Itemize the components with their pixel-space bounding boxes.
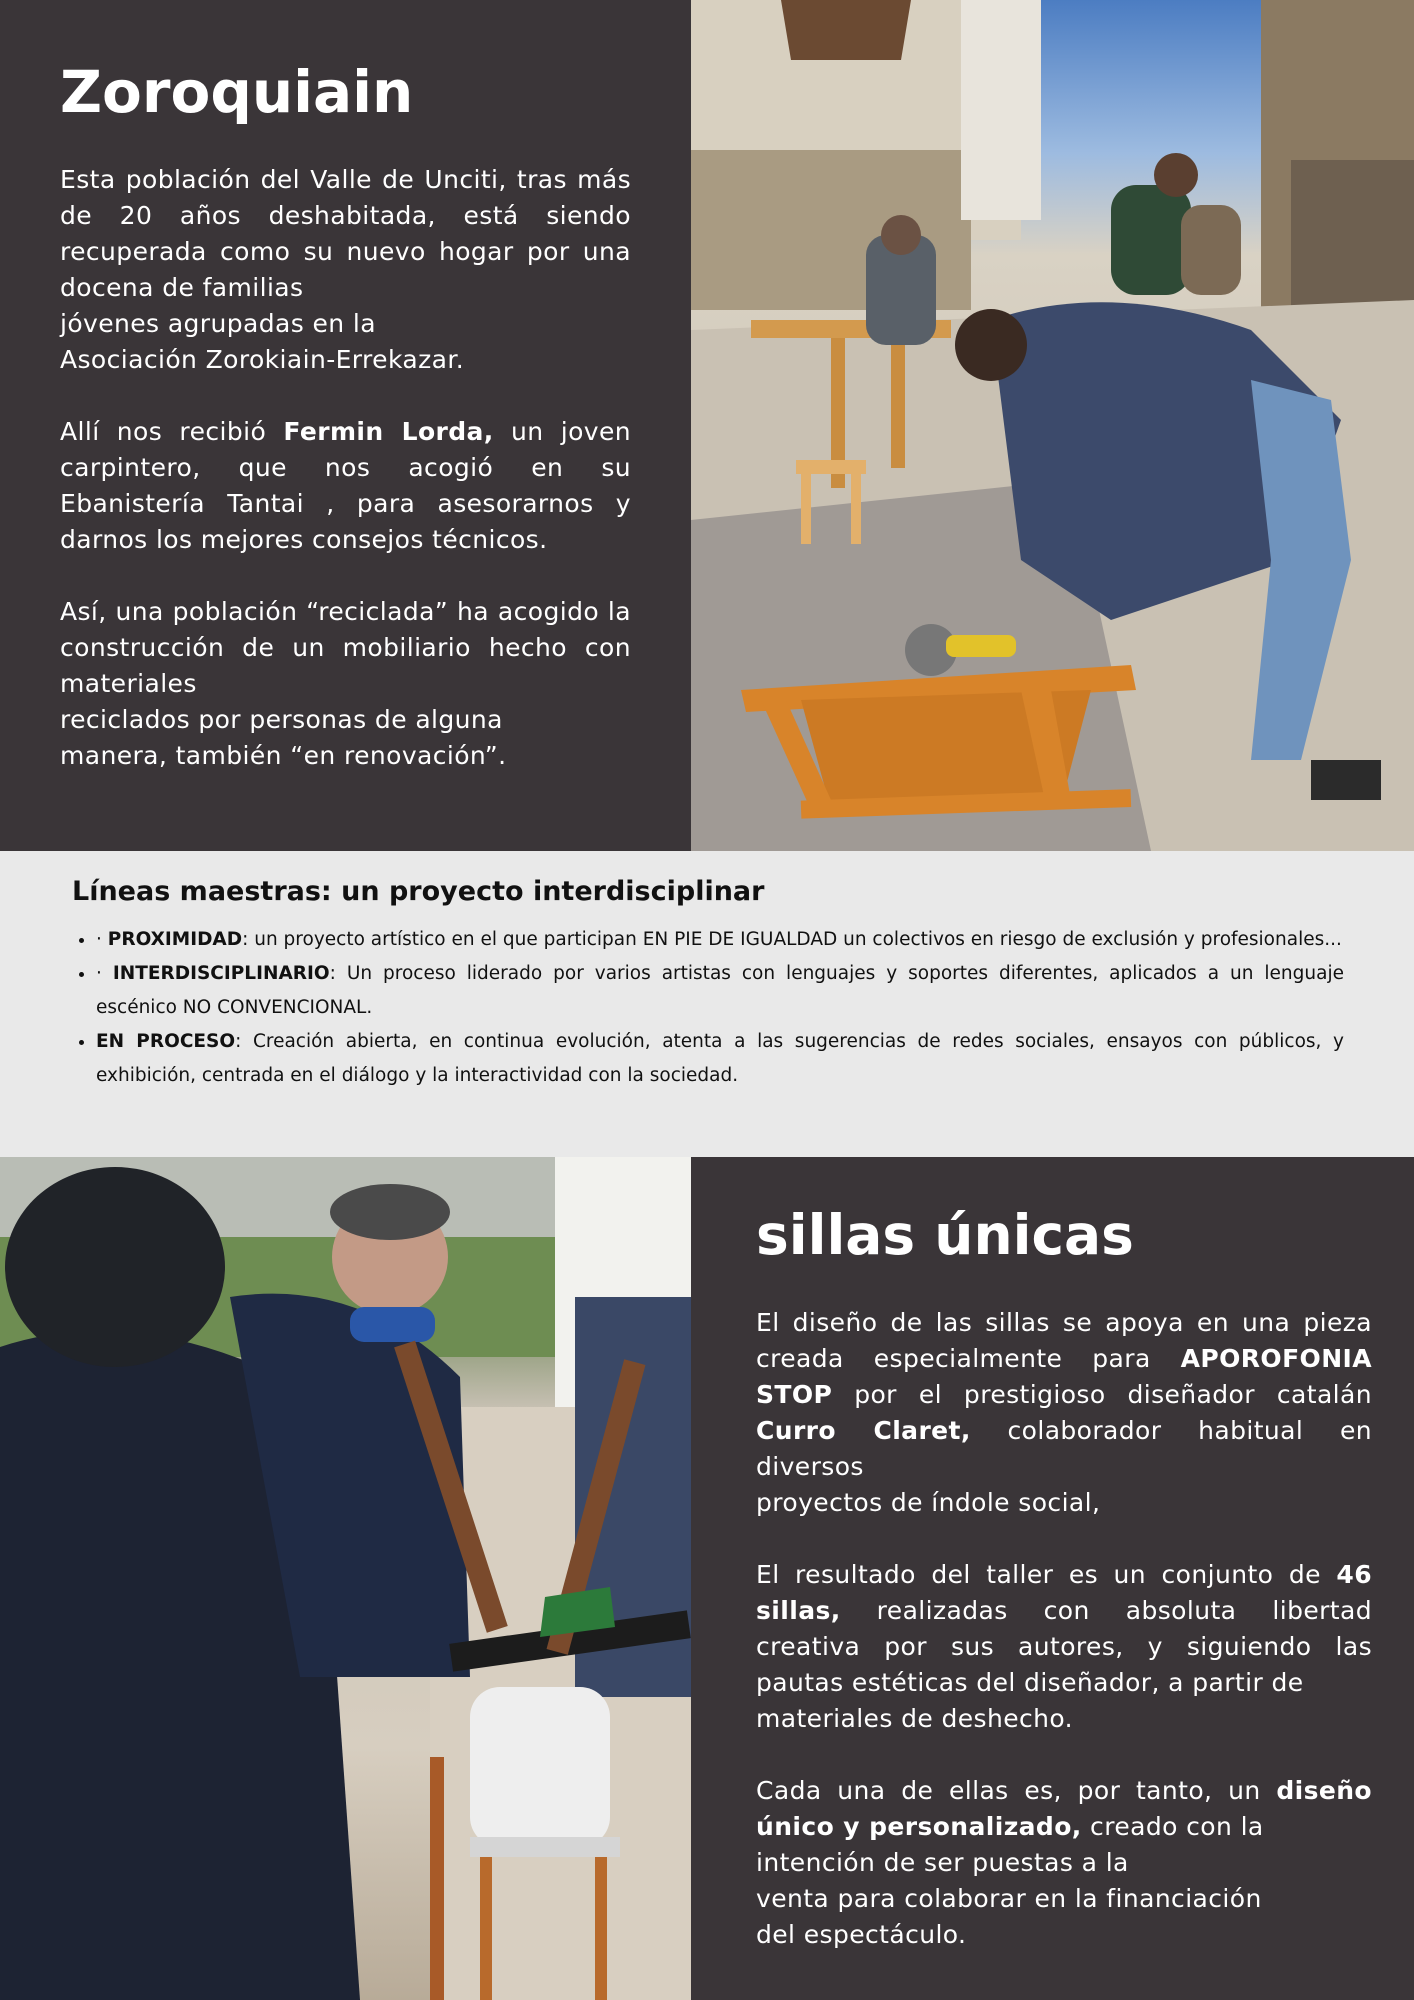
chairs-panel <box>691 1157 1414 2000</box>
principles-band <box>0 851 1414 1157</box>
principle-name: INTERDISCIPLINARIO <box>112 963 330 984</box>
workshop-photo-illustration <box>691 0 1414 851</box>
host-text: Allí nos recibió <box>60 417 284 446</box>
list-item <box>96 923 1344 957</box>
unique-highlight: diseño único y personalizado, <box>756 1776 1372 1841</box>
host-text: un joven carpintero, que nos acogió en su Ebanistería Tantai , para asesorarnos y darnos los mejores consejos técnicos. <box>60 417 632 554</box>
unique-text-line: venta para colaborar en la financiación <box>756 1884 1262 1913</box>
project-name: APOROFONIA STOP <box>756 1344 1372 1409</box>
principle-name: EN PROCESO <box>96 1031 236 1052</box>
principles-title: Líneas maestras: un proyecto interdisciplinar <box>72 876 765 907</box>
unique-text: Cada una de ellas es, por tanto, un <box>756 1776 1277 1805</box>
list-item <box>96 957 1344 1025</box>
bullet-prefix: · <box>96 929 108 950</box>
host-paragraph <box>60 414 631 558</box>
unique-text-line: intención de ser puestas a la <box>756 1848 1129 1877</box>
unique-text: creado con la <box>1081 1812 1264 1841</box>
chairs-photo-illustration <box>0 1157 691 2000</box>
intro-panel <box>0 0 691 851</box>
unique-text-line: del espectáculo. <box>756 1920 967 1949</box>
recycled-paragraph <box>60 594 631 774</box>
chairs-photo <box>0 1157 691 2000</box>
principles-list <box>72 923 1344 1093</box>
workshop-photo <box>691 0 1414 851</box>
recycled-text-line: reciclados por personas de alguna <box>60 705 503 734</box>
design-text: colaborador habitual en diversos <box>756 1416 1372 1481</box>
design-text: El diseño de las sillas se apoya en una pieza creada especialmente para <box>756 1308 1372 1373</box>
intro-text-line: jóvenes agrupadas en la <box>60 309 376 338</box>
design-text: por el prestigioso diseñador catalán <box>832 1380 1372 1409</box>
result-text-line: materiales de deshecho. <box>756 1704 1073 1733</box>
intro-text: Esta población del Valle de Unciti, tras más de 20 años deshabitada, está siendo recuperada como su nuevo hogar por una docena de familias <box>60 165 631 302</box>
principle-text: : un proyecto artístico en el que participan EN PIE DE IGUALDAD un colectivos en riesgo de exclusión y profesionales... <box>242 929 1342 950</box>
recycled-text-line: manera, también “en renovación”. <box>60 741 507 770</box>
result-text: realizadas con absoluta libertad creativa por sus autores, y siguiendo las pautas estéticas del diseñador, a partir de <box>756 1596 1372 1697</box>
result-text: El resultado del taller es un conjunto de <box>756 1560 1337 1589</box>
recycled-text: Así, una población “reciclada” ha acogido la construcción de un mobiliario hecho con materiales <box>60 597 631 698</box>
chair-count: 46 sillas, <box>756 1560 1372 1625</box>
principle-text: : Creación abierta, en continua evolución, atenta a las sugerencias de redes sociales, ensayos con públicos, y exhibición, centrada en el diálogo y la interactividad con la sociedad. <box>96 1031 1345 1086</box>
bullet-prefix: · <box>96 963 113 984</box>
list-item <box>96 1025 1344 1093</box>
designer-name: Curro Claret, <box>756 1416 971 1445</box>
host-name: Fermin Lorda, <box>283 417 494 446</box>
unique-paragraph <box>756 1773 1372 1953</box>
intro-paragraph <box>60 162 631 378</box>
section-title: Zoroquiain <box>60 58 414 126</box>
design-text-line: proyectos de índole social, <box>756 1488 1101 1517</box>
result-paragraph <box>756 1557 1372 1737</box>
principle-text: : Un proceso liderado por varios artistas con lenguajes y soportes diferentes, aplicados a un lenguaje escénico NO CONVENCIONAL. <box>96 963 1344 1018</box>
intro-text-line: Asociación Zorokiain-Errekazar. <box>60 345 465 374</box>
principle-name: PROXIMIDAD <box>107 929 243 950</box>
section-title: sillas únicas <box>756 1203 1134 1267</box>
design-paragraph <box>756 1305 1372 1521</box>
